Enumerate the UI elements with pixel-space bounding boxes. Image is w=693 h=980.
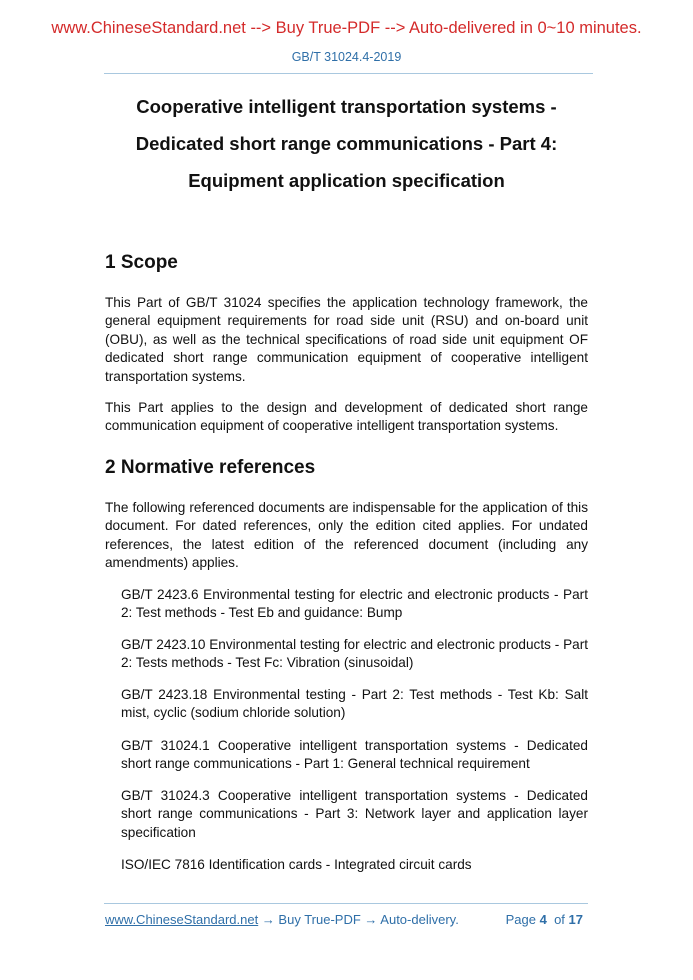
- section-heading-scope: 1 Scope: [105, 252, 178, 273]
- promo-banner[interactable]: www.ChineseStandard.net --> Buy True-PDF --> Auto-delivered in 0~10 minutes.: [51, 19, 642, 37]
- reference-item: ISO/IEC 7816 Identification cards - Integrated circuit cards: [121, 857, 472, 872]
- footer-promo: [105, 912, 459, 927]
- header-divider: [104, 73, 593, 74]
- reference-item: GB/T 31024.3 Cooperative intelligent transportation systems - Dedicated short range communications - Part 3: Network layer and application layer specification: [121, 788, 588, 840]
- page-number: 4: [539, 912, 547, 927]
- references-intro: The following referenced documents are indispensable for the application of this document. For dated references, only the edition cited applies. For undated references, the latest edition of the referenced document (including any amendments) applies.: [105, 500, 588, 571]
- footer-link[interactable]: www.ChineseStandard.net: [105, 912, 259, 927]
- of-label: of: [554, 912, 565, 927]
- scope-paragraph-2: This Part applies to the design and development of dedicated short range communication equipment of cooperative intelligent transportation systems.: [105, 400, 588, 434]
- reference-item: GB/T 2423.6 Environmental testing for electric and electronic products - Part 2: Test methods - Test Eb and guidance: Bump: [121, 587, 588, 621]
- title-line-1: Cooperative intelligent transportation systems -: [136, 96, 557, 117]
- scope-paragraph-1: This Part of GB/T 31024 specifies the application technology framework, the general equipment requirements for road side unit (RSU) and on-board unit (OBU), as well as the technical specifications of road side unit equipment OF dedicated short range communication equipment of cooperative intelligent transportation systems.: [105, 295, 588, 384]
- total-pages: 17: [568, 912, 583, 927]
- page-indicator: [506, 912, 583, 927]
- title-line-3: Equipment application specification: [188, 170, 505, 191]
- standard-number: GB/T 31024.4-2019: [291, 50, 402, 64]
- title-line-2: Dedicated short range communications - Part 4:: [135, 133, 558, 154]
- footer-text: → Buy True-PDF → Auto-delivery.: [258, 912, 459, 927]
- page-label: Page: [505, 912, 536, 927]
- reference-item: GB/T 2423.10 Environmental testing for electric and electronic products - Part 2: Tests methods - Test Fc: Vibration (sinusoidal): [121, 637, 588, 671]
- section-heading-normative-references: 2 Normative references: [105, 457, 316, 478]
- reference-item: GB/T 31024.1 Cooperative intelligent transportation systems - Dedicated short range communications - Part 1: General technical requirement: [121, 738, 588, 772]
- reference-item: GB/T 2423.18 Environmental testing - Part 2: Test methods - Test Kb: Salt mist, cyclic (sodium chloride solution): [121, 687, 588, 721]
- footer-divider: [104, 903, 588, 904]
